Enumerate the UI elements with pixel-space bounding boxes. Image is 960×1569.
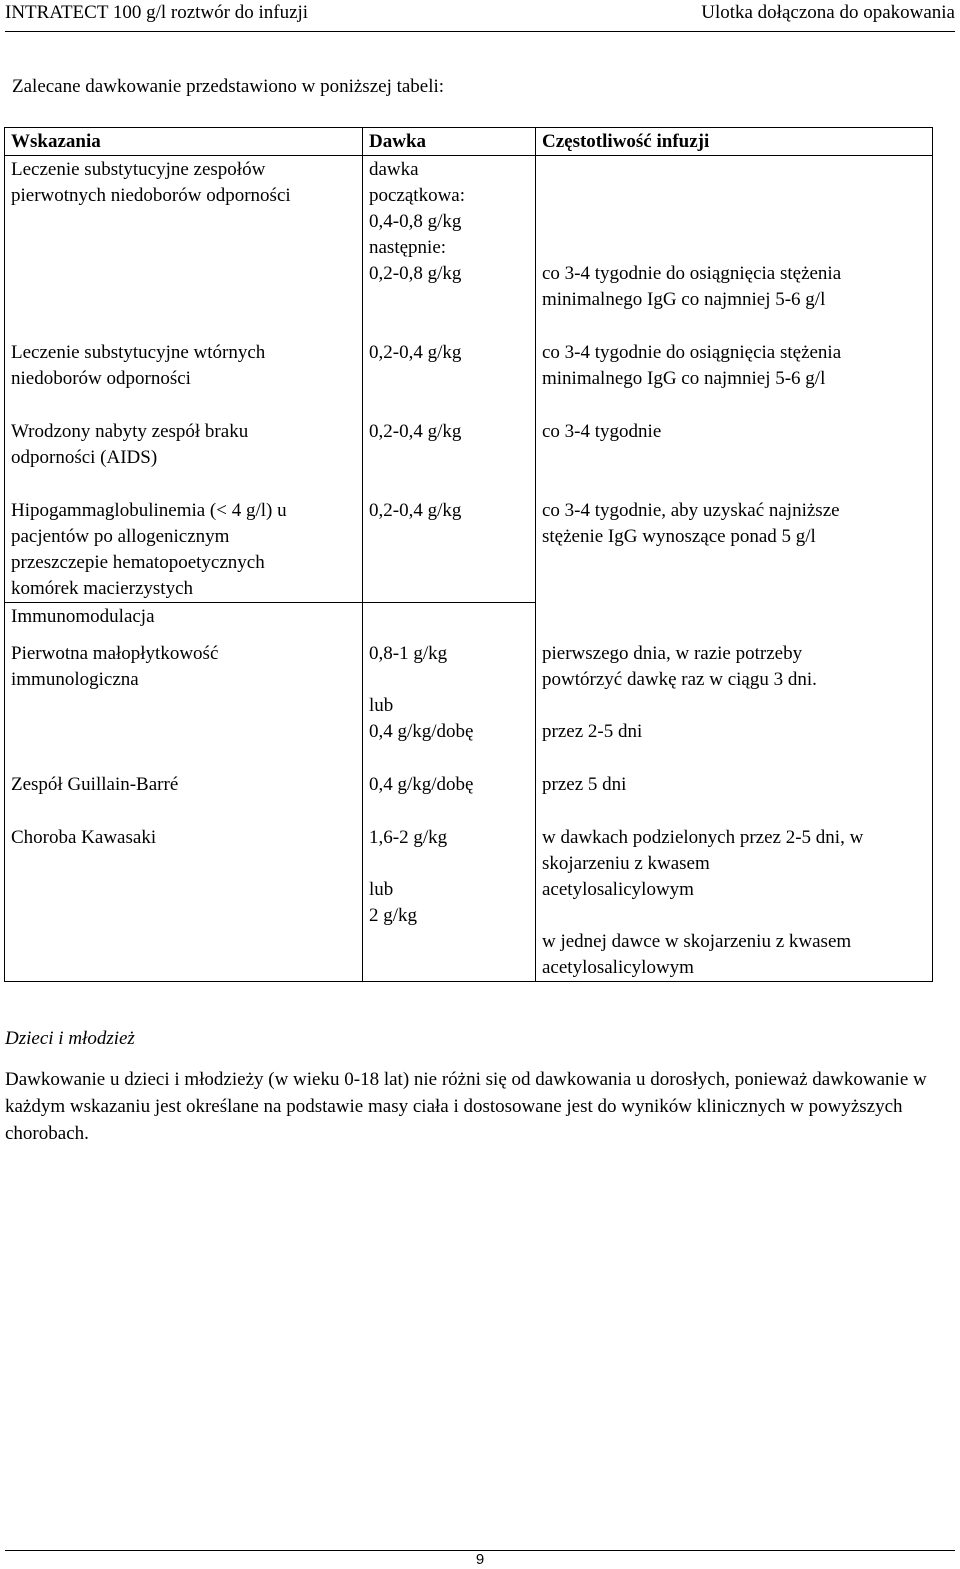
dose-cell [363,603,536,631]
frequency-cell [536,603,933,631]
section-paragraph: Dawkowanie u dzieci i młodzieży (w wieku 0-18 lat) nie różni się od dawkowania u dorosłych, ponieważ dawkowanie w każdym wskazaniu jest określane na podstawie masy ciała i dostosowane jest do wyników klinicznych w powyższych chorobach. [5,1069,927,1144]
table-row [5,418,933,497]
table-row [5,497,933,603]
indication-cell: Pierwotna małopłytkowość immunologiczna [5,630,363,745]
dosage-table [4,127,933,982]
table-row [5,630,933,745]
indication-cell: Zespół Guillain-Barré [5,745,363,798]
frequency-cell: co 3-4 tygodnie, aby uzyskać najniższe stężenie IgG wynoszące ponad 5 g/l [536,497,933,603]
indication-cell: Leczenie substytucyjne zespołów pierwotnych niedoborów odporności [5,156,363,340]
header-frequency: Częstotliwość infuzji [536,128,933,156]
dose-cell: 0,2-0,4 g/kg [363,418,536,497]
dose-cell: 0,2-0,4 g/kg [363,497,536,603]
frequency-cell: pierwszego dnia, w razie potrzeby powtórzyć dawkę raz w ciągu 3 dni. przez 2-5 dni [536,630,933,745]
frequency-cell: co 3-4 tygodnie [536,418,933,497]
indication-cell: Wrodzony nabyty zespół braku odporności (AIDS) [5,418,363,497]
page-header [5,0,955,28]
indication-cell: Immunomodulacja [5,603,363,631]
table-header-row [5,128,933,156]
document-title: INTRATECT 100 g/l roztwór do infuzji [5,2,309,23]
table-row [5,603,933,631]
frequency-cell: przez 5 dni [536,745,933,798]
dose-cell: 0,8-1 g/kg lub 0,4 g/kg/dobę [363,630,536,745]
intro-text: Zalecane dawkowanie przedstawiono w poniższej tabeli: [12,76,445,97]
dose-cell: 1,6-2 g/kg lub 2 g/kg [363,798,536,982]
dose-cell: 0,2-0,4 g/kg [363,339,536,418]
dose-cell: 0,4 g/kg/dobę [363,745,536,798]
frequency-cell: co 3-4 tygodnie do osiągnięcia stężenia minimalnego IgG co najmniej 5-6 g/l [536,156,933,340]
frequency-cell: w dawkach podzielonych przez 2-5 dni, w skojarzeniu z kwasem acetylosalicylowym w jednej dawce w skojarzeniu z kwasem acetylosalicylowym [536,798,933,982]
header-divider [5,31,955,32]
frequency-cell: co 3-4 tygodnie do osiągnięcia stężenia minimalnego IgG co najmniej 5-6 g/l [536,339,933,418]
table-row [5,339,933,418]
indication-cell: Hipogammaglobulinemia (< 4 g/l) u pacjentów po allogenicznym przeszczepie hematopoetycznych komórek macierzystych [5,497,363,603]
section-title: Dzieci i młodzież [5,1028,135,1049]
page-number: 9 [475,1551,485,1568]
document-subtitle: Ulotka dołączona do opakowania [701,2,955,23]
indication-cell: Leczenie substytucyjne wtórnych niedoborów odporności [5,339,363,418]
table-row [5,156,933,340]
table-row [5,798,933,982]
table-row [5,745,933,798]
dose-cell: dawka początkowa: 0,4-0,8 g/kg następnie: 0,2-0,8 g/kg [363,156,536,340]
header-dose: Dawka [363,128,536,156]
indication-cell: Choroba Kawasaki [5,798,363,982]
header-indications: Wskazania [5,128,363,156]
